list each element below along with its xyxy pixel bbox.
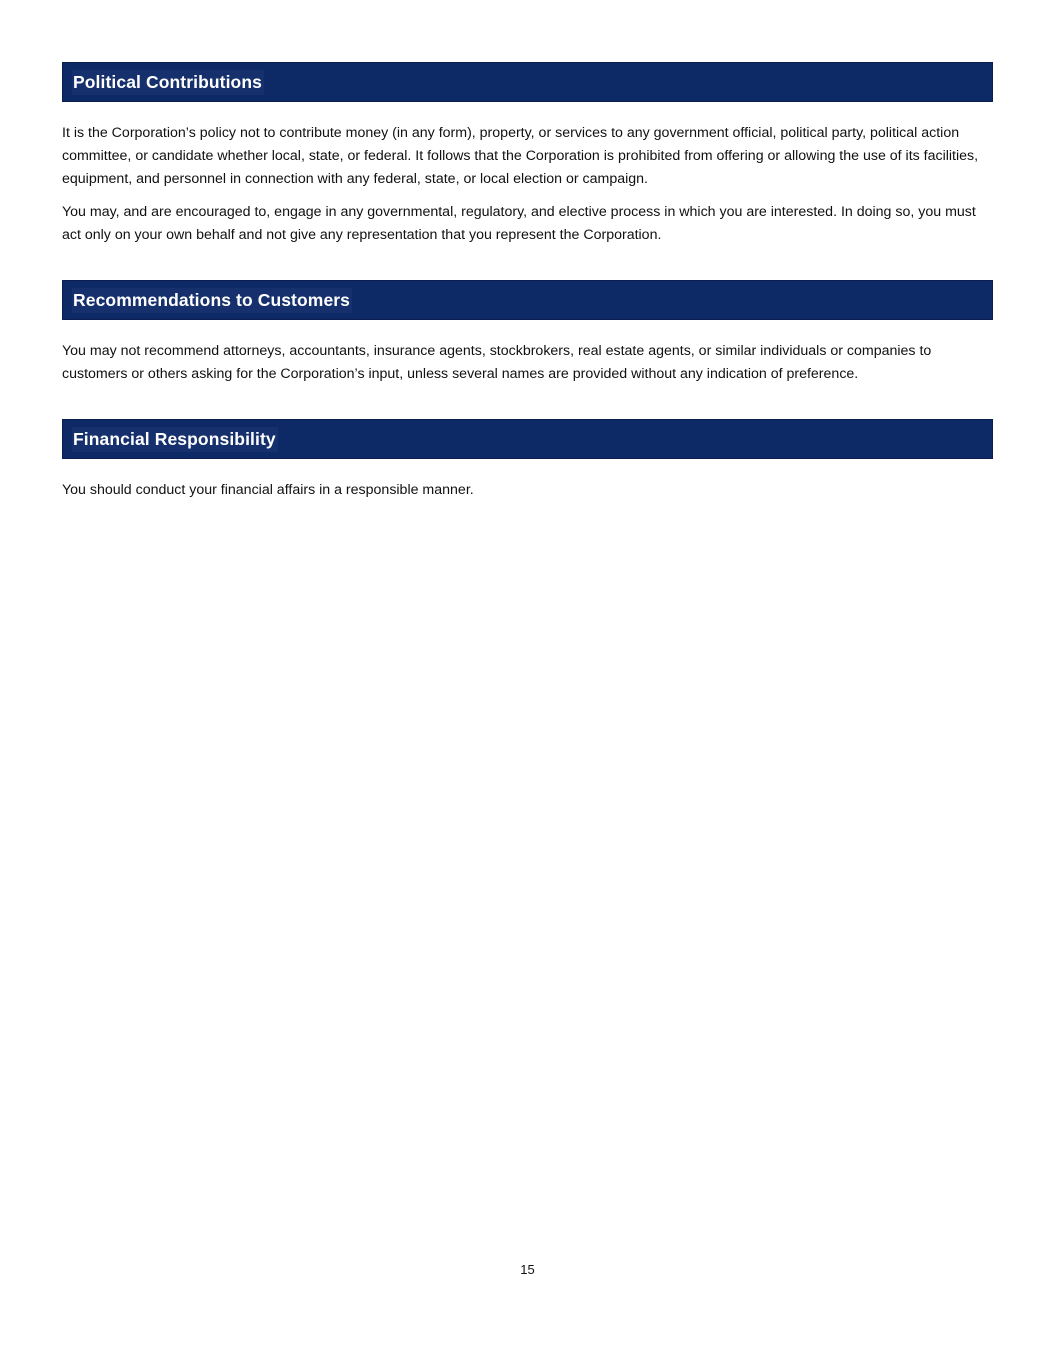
section-body — [62, 479, 993, 502]
section-header — [62, 419, 993, 459]
section-recommendations-to-customers — [62, 280, 993, 419]
section-header — [62, 280, 993, 320]
paragraph: You should conduct your financial affairs in a responsible manner. — [62, 482, 474, 498]
section-spacer — [62, 257, 993, 280]
section-financial-responsibility — [62, 419, 993, 502]
document-page — [62, 62, 993, 512]
section-title: Financial Responsibility — [72, 427, 278, 452]
section-header — [62, 62, 993, 102]
section-title: Recommendations to Customers — [72, 288, 352, 313]
paragraph: It is the Corporation’s policy not to contribute money (in any form), property, or services to any government official, political party, political action committee, or candidate whether local, state, or federal. It follows that the Corporation is prohibited from offering or allowing the use of its facilities, equipment, and personnel in connection with any federal, state, or local election or campaign. — [62, 125, 979, 187]
paragraph: You may, and are encouraged to, engage in any governmental, regulatory, and elective process in which you are interested. In doing so, you must act only on your own behalf and not give any representation that you represent the Corporation. — [62, 204, 976, 243]
section-spacer — [62, 396, 993, 419]
page-number: 15 — [520, 1262, 535, 1277]
section-political-contributions — [62, 62, 993, 280]
section-body — [62, 340, 993, 386]
paragraph: You may not recommend attorneys, accountants, insurance agents, stockbrokers, real estate agents, or similar individuals or companies to customers or others asking for the Corporation’s input, unless several names are provided without any indication of preference. — [62, 343, 932, 382]
section-body — [62, 122, 993, 247]
section-title: Political Contributions — [72, 70, 264, 95]
